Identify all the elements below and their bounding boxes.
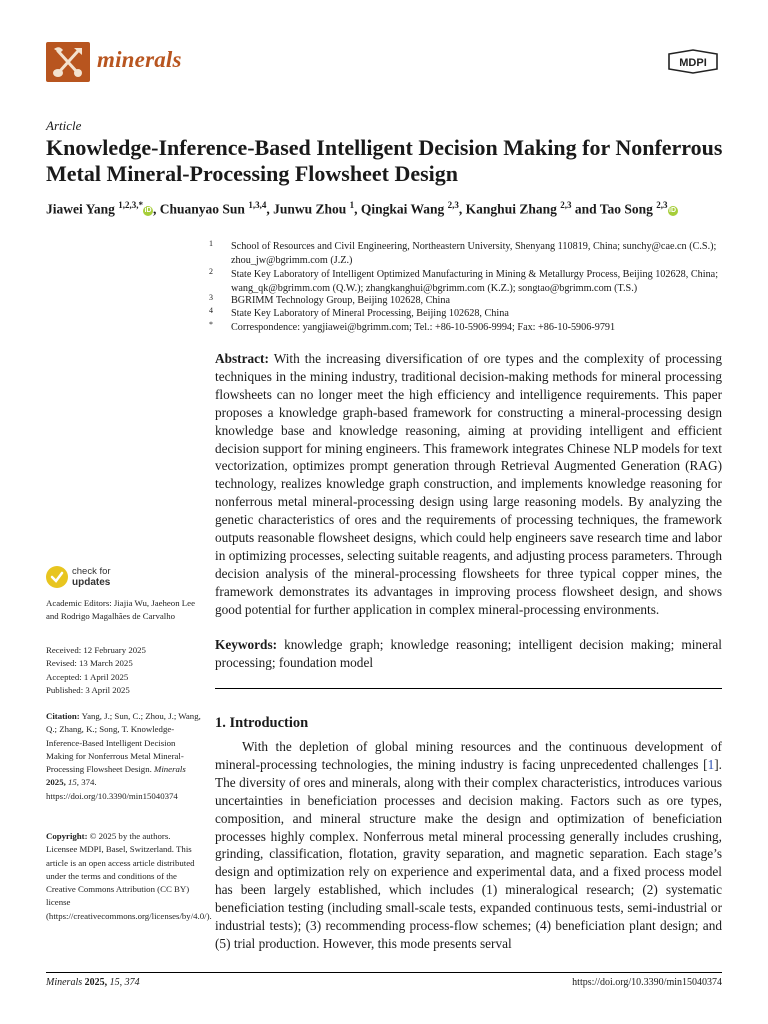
author-name: Chuanyao Sun [159, 201, 249, 217]
mdpi-logo [665, 49, 721, 74]
author-name: Qingkai Wang [360, 201, 448, 217]
author-affiliation-sup: 1 [349, 200, 355, 210]
keywords-text: knowledge graph; knowledge reasoning; intelligent decision making; mineral processing; foundation model [215, 637, 722, 670]
author-list: Jiawei Yang $^{1,2,3,*}$ iD , Chuanyao Sun $^{1,3,4}$, Junwu Zhou $^1$, Qingkai Wang $^{2,3}$, Kanghui Zhang $^{2,3}$ and Tao Song $^{2,3}$ iD [46, 200, 677, 217]
academic-editors: Academic Editors: Jiajia Wu, Jaeheon Lee and Rodrigo Magalhães de Carvalho [46, 598, 195, 622]
affiliation-text: Correspondence: yangjiawei@bgrimm.com; Tel.: +86-10-5906-9994; Fax: +86-10-5906-9791 [231, 322, 616, 333]
author-name: Kanghui Zhang [465, 201, 561, 217]
copyright-block: Copyright: © 2025 by the authors. Licensee MDPI, Basel, Switzerland. This article is an open access article distributed under the terms and conditions of the Creative Commons Attribution (CC BY) license (https://creativecommons.org/licenses/by/4.0/). [46, 831, 212, 921]
footer-divider [46, 972, 722, 973]
affiliation-3 [209, 293, 732, 308]
divider [215, 688, 722, 689]
affiliation-1 [209, 239, 732, 267]
affiliation-text: School of Resources and Civil Engineering, Northeastern University, Shenyang 110819, China; sunchy@cae.cn (C.S.); zhou_jw@bgrimm.com (J.Z.) [231, 241, 717, 266]
check-for-updates-icon[interactable] [46, 566, 68, 588]
accepted-date: Accepted: 1 April 2025 [46, 671, 129, 682]
orcid-icon[interactable]: iD [669, 206, 677, 214]
affiliation-number: 2 [209, 267, 213, 276]
affiliation-text: State Key Laboratory of Intelligent Optimized Manufacturing in Mining & Metallurgy Process, Beijing 102628, China; wang_qk@bgrimm.com (Q.W.); zhangkanghui@bgrimm.com (K.Z.); songtao@bgrimm.com (T.S.) [231, 269, 719, 294]
article-type: Article [46, 118, 82, 133]
author-affiliation-sup: 2,3 [656, 200, 668, 210]
author-name: Tao Song [599, 201, 657, 217]
affiliation-2 [209, 267, 732, 295]
pickaxe-shovel-icon [46, 42, 90, 82]
author-affiliation-sup: 2,3 [560, 200, 572, 210]
affiliation-number: 3 [209, 293, 213, 302]
journal-logo [46, 42, 90, 82]
keywords-label: Keywords: [215, 637, 278, 652]
author-name: Junwu Zhou [273, 201, 350, 217]
author-name: Jiawei Yang [46, 201, 119, 217]
author-affiliation-sup: 1,3,4 [248, 200, 267, 210]
abstract-text: With the increasing diversification of ore types and the complexity of processing techniques in the mining industry, traditional decision-making methods for mineral processing flowsheets can no longer meet the high efficiency and intelligence requirements. This paper proposes a knowledge graph-based framework for constructing a mineral-processing design knowledge base and knowledge reasoning, aiming at providing intelligent and efficient decision support for mining engineers. This framework integrates Chinese NLP models for text vectorization, optimizes prompt generation through Retrieval Augmented Generation (RAG) technology, realizes knowledge graph construction, and implements knowledge reasoning for nonferrous metal mineral-processing design using large reasoning models. By analyzing the genetic characteristics of ores and the requirements of processing techniques, the framework outputs reasonable flowsheet designs, which could help engineers save research time and labor in optimizing processes, selecting suitable reagents, and adjusting process parameters. Through decision analysis of the mineral-processing flowsheets for three typical copper mines, the framework demonstrates its advantages in improving process flowsheet design, and shows good potential for further application in complex mineral-processing environments. [215, 351, 722, 617]
author-affiliation-sup: 1,2,3,* [118, 200, 144, 210]
section-heading: 1. Introduction [215, 715, 309, 731]
abstract-label: Abstract: [215, 351, 269, 366]
citation-block: Citation: Yang, J.; Sun, C.; Zhou, J.; Wang, Q.; Zhang, K.; Song, T. Knowledge-Inference-Based Intelligent Decision Making for Nonferrous Metal Mineral-Processing Flowsheet Design. Minerals 2025, 15, 374. https://doi.org/10.3390/min15040374 [46, 711, 201, 801]
abstract [215, 350, 722, 619]
affiliation-number: * [209, 320, 213, 329]
affiliation-text: State Key Laboratory of Mineral Processing, Beijing 102628, China [231, 308, 509, 319]
publisher-name: MDPI [679, 57, 707, 69]
footer-citation: Minerals 2025, 15, 374 [46, 977, 140, 988]
published-date: Published: 3 April 2025 [46, 684, 130, 695]
affiliation-number: 4 [209, 306, 213, 315]
revised-date: Revised: 13 March 2025 [46, 658, 133, 669]
page-title: Knowledge-Inference-Based Intelligent Decision Making for Nonferrous Metal Mineral-Processing Flowsheet Design [46, 135, 723, 186]
introduction-text: With the depletion of global mining resources and the continuous development of mineral-processing technologies, the mining industry is facing unprecedented challenges [1]. The diversity of ores and minerals, along with their complex characteristics, introduces various uncertainties in beneficiation processes and decision making. Factors such as ore types, composition, and mineral structure make the design and optimization of beneficiation processes highly complex. Nonferrous metal mineral processing generally includes crushing, grinding, classification, flotation, gravity separation, and magnetic separation. Each stage’s design and optimization rely on experience and experimental data, and a fixed process model has been largely established, which includes (1) mineralogical research; (2) systematic beneficiation testing (including small-scale tests, expanded continuous tests, semi-industrial or industrial tests); (3) recommending process-flow schemes; (4) beneficiation plant design; and (5) trial production. However, this mode presents serval [215, 739, 722, 951]
keywords [215, 636, 722, 672]
affiliation-4 [209, 306, 732, 321]
dates [46, 644, 201, 697]
affiliation-text: BGRIMM Technology Group, Beijing 102628, China [231, 295, 450, 306]
affiliation-number: 1 [209, 239, 213, 248]
received-date: Received: 12 February 2025 [46, 645, 146, 655]
correspondence [209, 320, 732, 335]
journal-name: minerals [97, 47, 182, 72]
footer-doi[interactable]: https://doi.org/10.3390/min15040374 [572, 977, 722, 988]
author-affiliation-sup: 2,3 [447, 200, 459, 210]
citation-link[interactable]: 1 [707, 756, 715, 772]
orcid-icon[interactable]: iD [144, 206, 152, 214]
check-for-updates[interactable]: check for updates [72, 566, 111, 588]
